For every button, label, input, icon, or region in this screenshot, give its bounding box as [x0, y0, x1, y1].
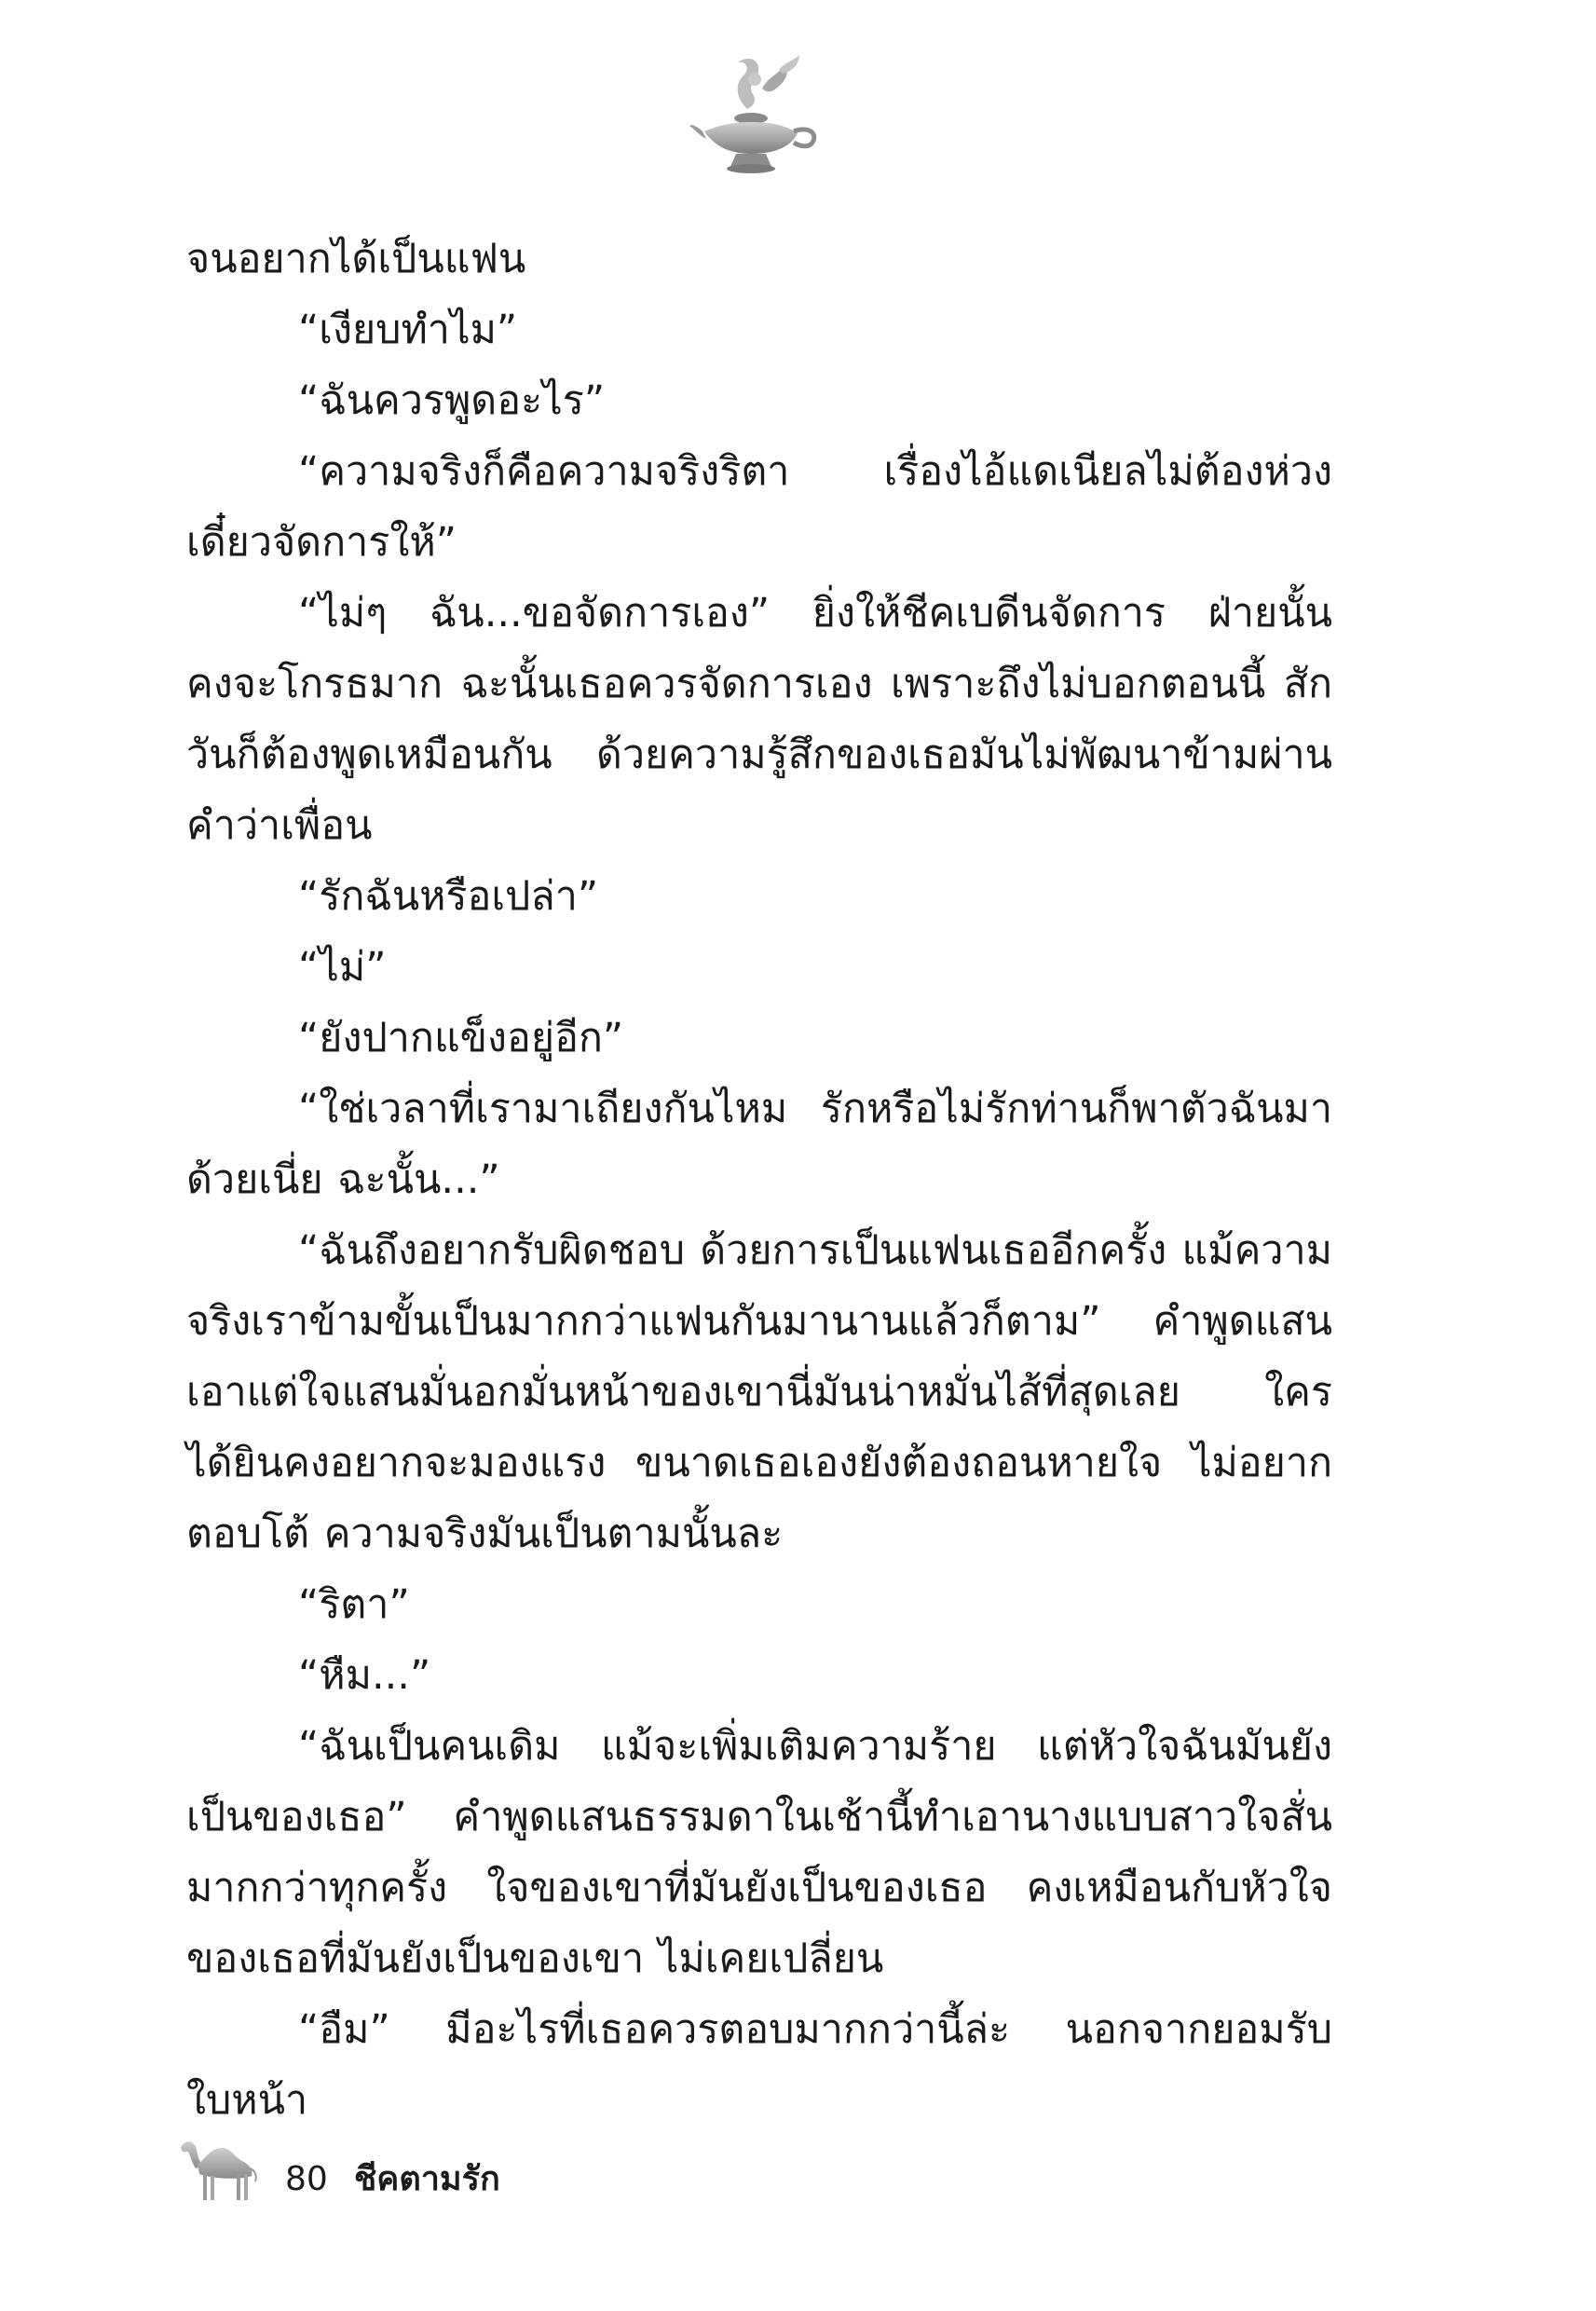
paragraph: “อืม” มีอะไรที่เธอควรตอบมากกว่านี้ล่ะ นอกจากยอมรับ ใบหน้า [186, 2006, 1332, 2124]
paragraph: “ไม่ๆ ฉัน...ขอจัดการเอง” ยิ่งให้ชีคเบดีนจัดการ ฝ่ายนั้นคงจะโกรธมาก ฉะนั้นเธอควรจัดการเอง เพราะถึงไม่บอกตอนนี้ สักวันก็ต้องพูดเหมือนกัน ด้วยความรู้สึกของเธอมันไม่พัฒนาข้ามผ่านคำว่าเพื่อน [186, 590, 1332, 849]
book-title: ชีคตามรัก [353, 2160, 500, 2198]
paragraph: “ความจริงก็คือความจริงริตา เรื่องไอ้แดเนียลไม่ต้องห่วง เดี๋ยวจัดการให้” [186, 448, 1332, 566]
paragraph: “ริตา” [298, 1581, 410, 1628]
paragraph: “ใช่เวลาที่เรามาเถียงกันไหม รักหรือไม่รักท่านก็พาตัวฉันมาด้วยเนี่ย ฉะนั้น...” [186, 1086, 1332, 1203]
camel-icon [177, 2131, 259, 2204]
page-number: 80 [285, 2160, 328, 2198]
paragraph: “ฉันเป็นคนเดิม แม้จะเพิ่มเติมความร้าย แต่หัวใจฉันมันยังเป็นของเธอ” คำพูดแสนธรรมดาในเช้านี้ทำเอานางแบบสาวใจสั่นมากกว่าทุกครั้ง ใจของเขาที่มันยังเป็นของเธอ คงเหมือนกับหัวใจของเธอที่มันยังเป็นของเขา ไม่เคยเปลี่ยน [186, 1723, 1332, 1982]
page-body [186, 224, 1332, 2136]
paragraph: “ยังปากแข็งอยู่อีก” [298, 1015, 624, 1061]
paragraph: “เงียบทำไม” [298, 307, 518, 353]
paragraph: “ฉันถึงอยากรับผิดชอบ ด้วยการเป็นแฟนเธออีกครั้ง แม้ความจริงเราข้ามขั้นเป็นมากกว่าแฟนกันมานานแล้วก็ตาม” คำพูดแสนเอาแต่ใจแสนมั่นอกมั่นหน้าของเขานี่มันน่าหมั่นไส้ที่สุดเลย ใครได้ยินคงอยากจะมองแรง ขนาดเธอเองยังต้องถอนหายใจ ไม่อยากตอบโต้ ความจริงมันเป็นตามนั้นละ [186, 1227, 1332, 1557]
paragraph: “หืม...” [298, 1652, 431, 1699]
paragraph: “ไม่” [298, 944, 387, 991]
paragraph: “รักฉันหรือเปล่า” [298, 873, 599, 920]
paragraph: “ฉันควรพูดอะไร” [298, 377, 606, 424]
paragraph: จนอยากได้เป็นแฟน [186, 236, 526, 282]
page-footer [177, 2120, 500, 2204]
genie-lamp-ornament-icon [689, 51, 820, 177]
